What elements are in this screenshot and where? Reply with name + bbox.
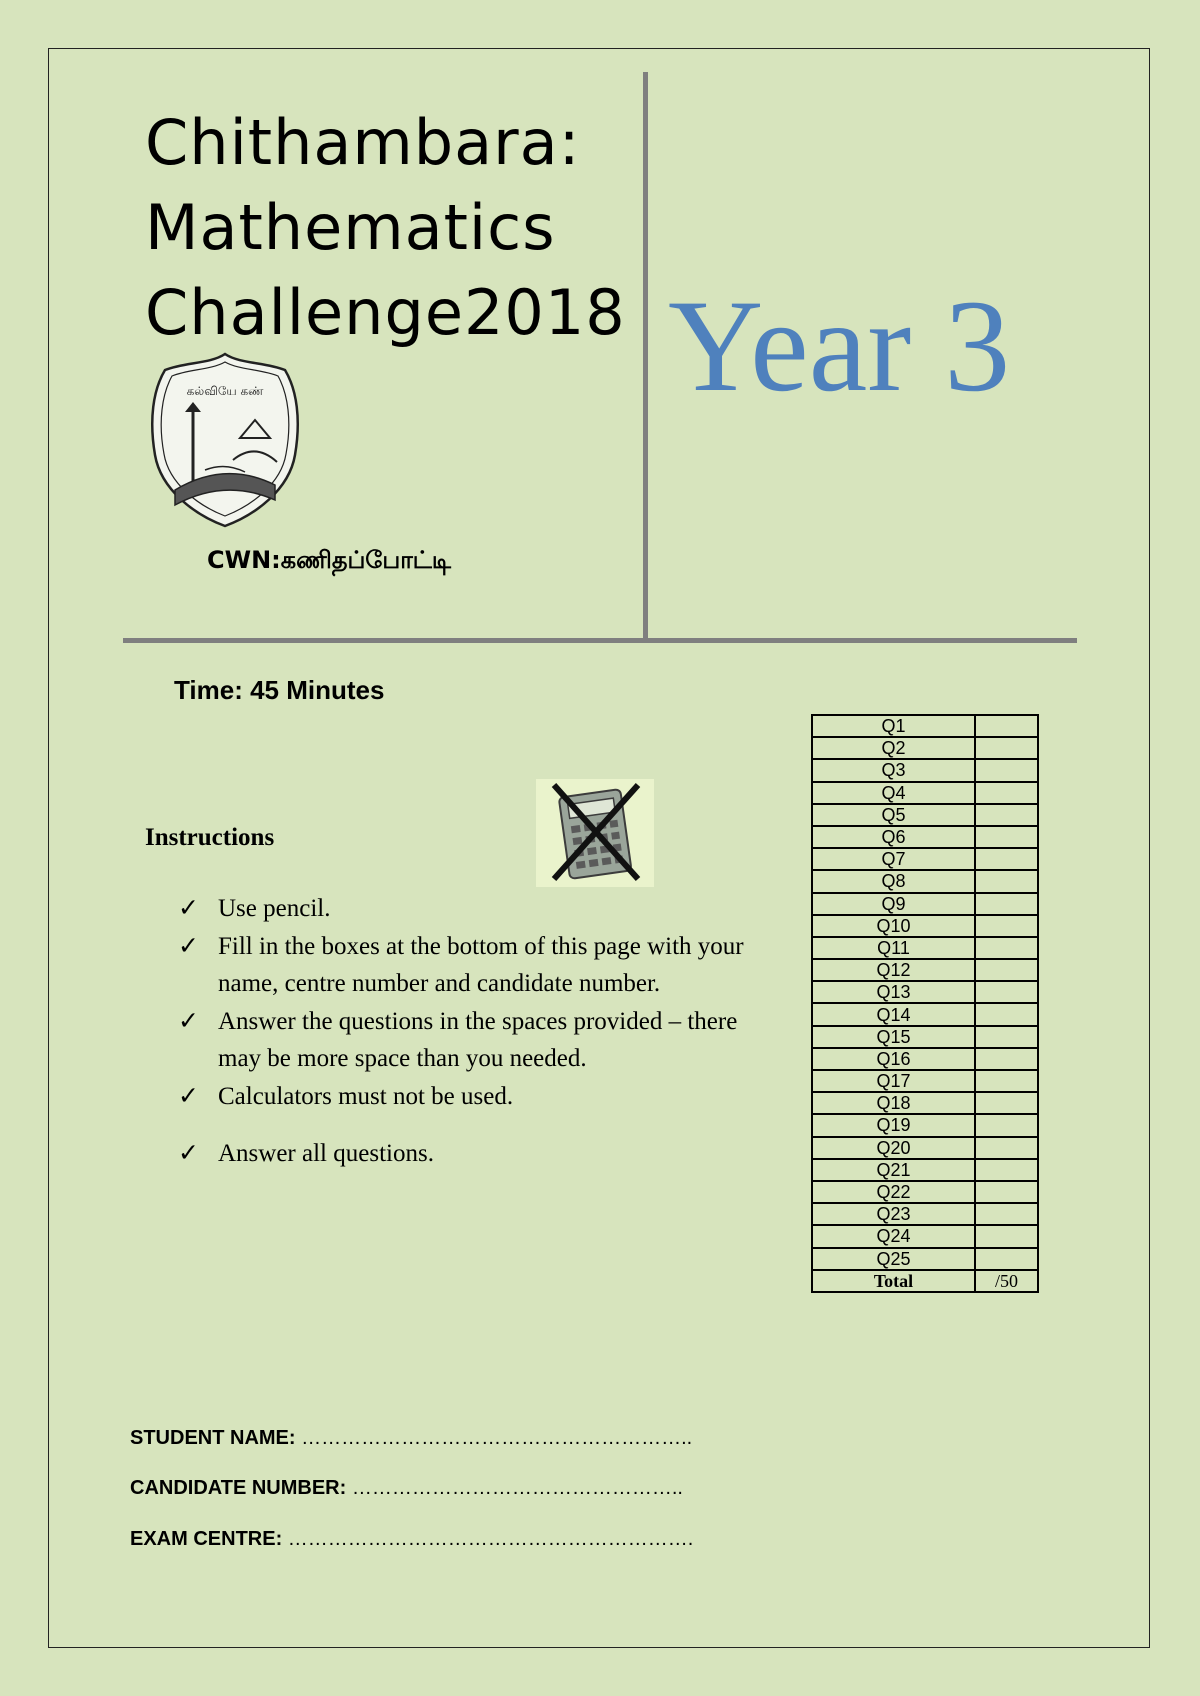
mark-cell[interactable] — [975, 1048, 1038, 1070]
mark-cell[interactable] — [975, 759, 1038, 781]
question-label: Q21 — [812, 1159, 975, 1181]
check-icon: ✓ — [178, 932, 199, 960]
instruction-item — [178, 1078, 768, 1116]
instruction-item — [178, 890, 768, 928]
total-row — [812, 1270, 1038, 1292]
mark-cell[interactable] — [975, 782, 1038, 804]
question-label: Q5 — [812, 804, 975, 826]
mark-cell[interactable] — [975, 1248, 1038, 1270]
vertical-divider — [643, 72, 648, 640]
instruction-text: Answer the questions in the spaces provided – there may be more space than you needed. — [218, 1007, 738, 1072]
question-row — [812, 759, 1038, 781]
question-row — [812, 1026, 1038, 1048]
question-row — [812, 981, 1038, 1003]
question-row — [812, 804, 1038, 826]
question-label: Q2 — [812, 737, 975, 759]
instruction-item — [178, 1003, 768, 1078]
total-value: /50 — [975, 1270, 1038, 1292]
check-icon: ✓ — [178, 1082, 199, 1110]
instructions-list — [178, 890, 768, 1173]
mark-cell[interactable] — [975, 1181, 1038, 1203]
question-row — [812, 959, 1038, 981]
instruction-text: Answer all questions. — [218, 1140, 434, 1167]
page-title — [145, 100, 626, 355]
mark-cell[interactable] — [975, 1003, 1038, 1025]
school-crest-icon — [145, 350, 305, 530]
question-row — [812, 1225, 1038, 1247]
mark-cell[interactable] — [975, 848, 1038, 870]
total-label: Total — [812, 1270, 975, 1292]
mark-cell[interactable] — [975, 1159, 1038, 1181]
mark-cell[interactable] — [975, 1070, 1038, 1092]
title-line-3: Challenge2018 — [145, 276, 626, 349]
instruction-item — [178, 1135, 768, 1173]
mark-cell[interactable] — [975, 981, 1038, 1003]
mark-cell[interactable] — [975, 893, 1038, 915]
question-row — [812, 1181, 1038, 1203]
horizontal-divider — [123, 638, 1077, 643]
student-name-field[interactable] — [130, 1427, 692, 1450]
check-icon: ✓ — [178, 895, 199, 922]
score-table — [811, 714, 1039, 1293]
time-label: Time: 45 Minutes — [174, 675, 385, 705]
check-icon: ✓ — [178, 1140, 199, 1167]
mark-cell[interactable] — [975, 737, 1038, 759]
question-row — [812, 893, 1038, 915]
student-name-label: STUDENT NAME: — [130, 1427, 296, 1449]
question-row — [812, 782, 1038, 804]
question-row — [812, 937, 1038, 959]
exam-centre-label: EXAM CENTRE: — [130, 1528, 283, 1550]
candidate-number-dots: ………………………………………….. — [346, 1477, 683, 1499]
question-row — [812, 1003, 1038, 1025]
candidate-number-field[interactable] — [130, 1477, 683, 1500]
title-line-1: Chithambara: — [145, 106, 581, 179]
mark-cell[interactable] — [975, 804, 1038, 826]
question-label: Q13 — [812, 981, 975, 1003]
question-label: Q25 — [812, 1248, 975, 1270]
question-label: Q8 — [812, 870, 975, 892]
question-row — [812, 1070, 1038, 1092]
question-row — [812, 1048, 1038, 1070]
question-row — [812, 737, 1038, 759]
question-label: Q4 — [812, 782, 975, 804]
question-label: Q17 — [812, 1070, 975, 1092]
exam-centre-field[interactable] — [130, 1528, 693, 1551]
mark-cell[interactable] — [975, 1137, 1038, 1159]
question-label: Q11 — [812, 937, 975, 959]
candidate-number-label: CANDIDATE NUMBER: — [130, 1477, 347, 1499]
question-row — [812, 1159, 1038, 1181]
tamil-caption: CWN:கணிதப்போட்டி — [207, 546, 451, 574]
question-row — [812, 870, 1038, 892]
question-label: Q15 — [812, 1026, 975, 1048]
question-label: Q9 — [812, 893, 975, 915]
mark-cell[interactable] — [975, 1026, 1038, 1048]
question-row — [812, 1248, 1038, 1270]
question-row — [812, 1092, 1038, 1114]
question-label: Q18 — [812, 1092, 975, 1114]
crest-motto: கல்வியே கண் — [186, 384, 264, 398]
mark-cell[interactable] — [975, 959, 1038, 981]
question-row — [812, 1114, 1038, 1136]
question-row — [812, 915, 1038, 937]
mark-cell[interactable] — [975, 937, 1038, 959]
question-label: Q19 — [812, 1114, 975, 1136]
question-label: Q12 — [812, 959, 975, 981]
mark-cell[interactable] — [975, 715, 1038, 737]
question-label: Q10 — [812, 915, 975, 937]
mark-cell[interactable] — [975, 870, 1038, 892]
question-label: Q1 — [812, 715, 975, 737]
instruction-text: Fill in the boxes at the bottom of this page with your name, centre number and candidate number. — [218, 932, 744, 997]
no-calculator-icon — [536, 779, 654, 887]
question-label: Q6 — [812, 826, 975, 848]
mark-cell[interactable] — [975, 1225, 1038, 1247]
mark-cell[interactable] — [975, 1203, 1038, 1225]
year-label: Year 3 — [668, 272, 1011, 419]
question-label: Q16 — [812, 1048, 975, 1070]
mark-cell[interactable] — [975, 1092, 1038, 1114]
question-row — [812, 1137, 1038, 1159]
exam-centre-dots: ……………………………………………………. — [282, 1528, 694, 1550]
question-label: Q7 — [812, 848, 975, 870]
mark-cell[interactable] — [975, 1114, 1038, 1136]
mark-cell[interactable] — [975, 826, 1038, 848]
title-line-2: Mathematics — [145, 191, 556, 264]
instructions-heading: Instructions — [145, 824, 275, 851]
mark-cell[interactable] — [975, 915, 1038, 937]
question-label: Q23 — [812, 1203, 975, 1225]
question-row — [812, 715, 1038, 737]
question-label: Q14 — [812, 1003, 975, 1025]
question-label: Q24 — [812, 1225, 975, 1247]
instruction-item — [178, 928, 768, 1003]
question-row — [812, 826, 1038, 848]
check-icon: ✓ — [178, 1007, 199, 1035]
instruction-text: Use pencil. — [218, 895, 331, 922]
student-name-dots: ………………………………………………….. — [295, 1427, 693, 1449]
question-label: Q20 — [812, 1137, 975, 1159]
question-row — [812, 1203, 1038, 1225]
question-label: Q22 — [812, 1181, 975, 1203]
question-label: Q3 — [812, 759, 975, 781]
question-row — [812, 848, 1038, 870]
instruction-text: Calculators must not be used. — [218, 1082, 514, 1110]
